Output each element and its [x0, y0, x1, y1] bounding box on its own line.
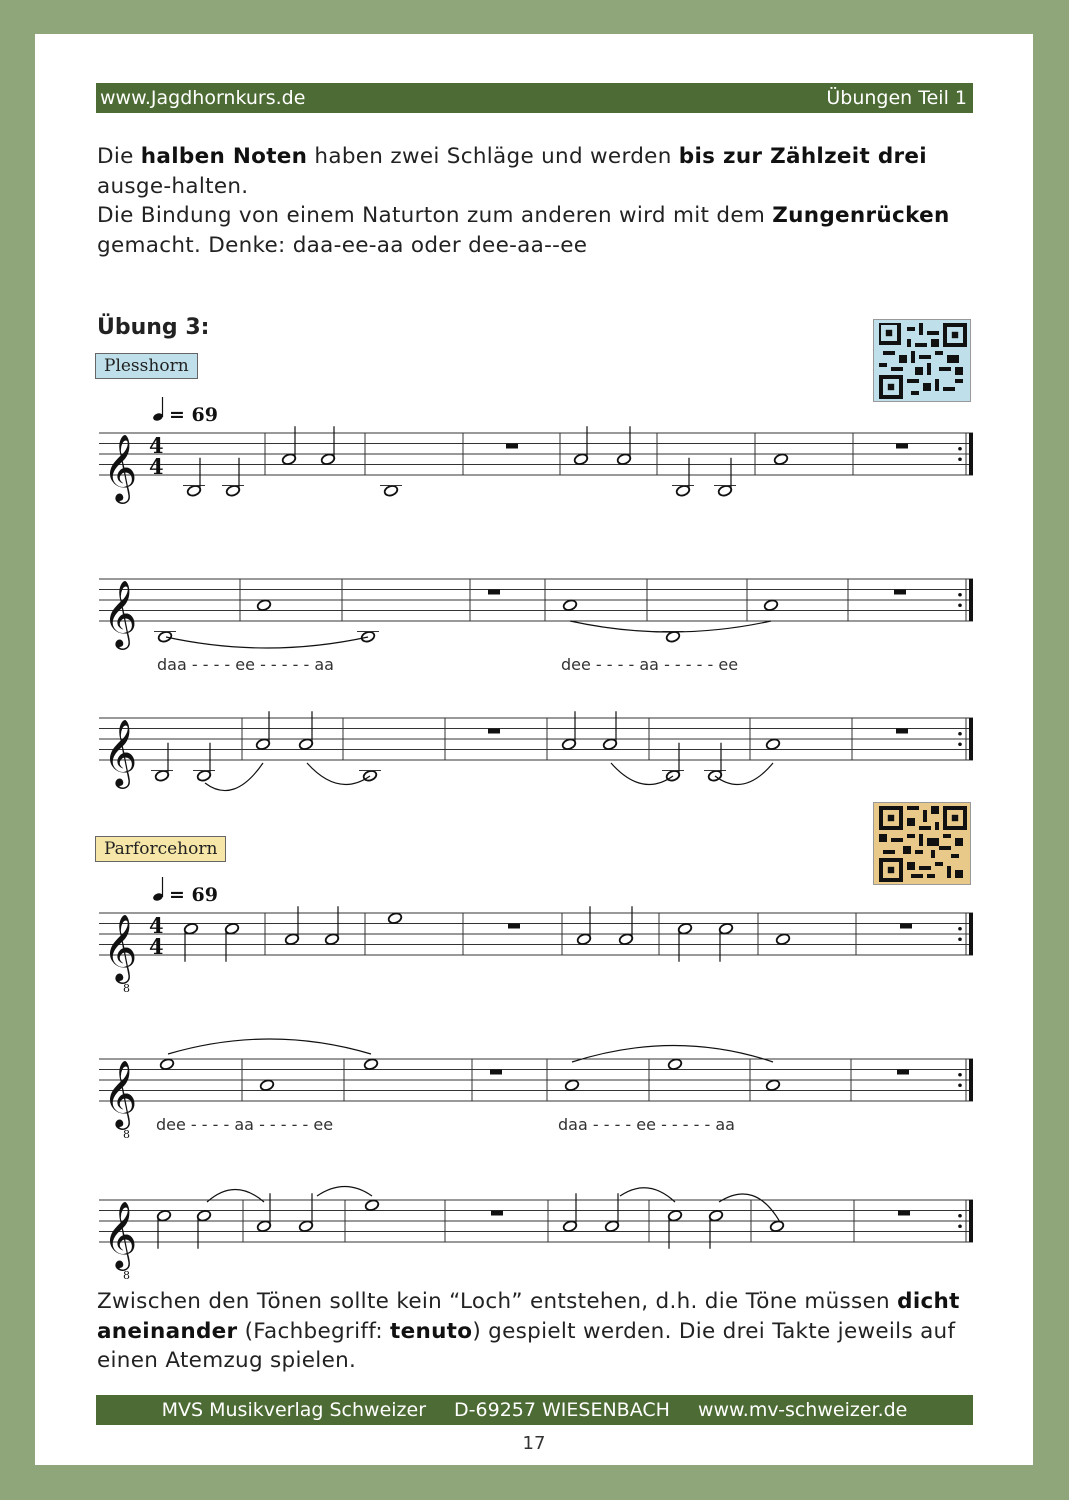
- final-barline: [969, 579, 973, 621]
- repeat-dot: [958, 593, 962, 597]
- time-signature: 4: [149, 433, 164, 458]
- whole-note: [763, 599, 778, 612]
- half-note-head: [225, 484, 240, 497]
- slur: [205, 763, 263, 791]
- treble-clef: 𝄞: [103, 1059, 138, 1127]
- repeat-dot: [958, 447, 962, 451]
- whole-note: [360, 630, 375, 643]
- intro-text: Die halben Noten haben zwei Schläge und werden bis zur Zählzeit drei ausge-halten. Die Bindung von einem Naturton zum anderen wird mit dem Zungenrücken gemacht. Denke: daa-ee-aa oder dee-aa--ee: [97, 144, 950, 258]
- page: [35, 34, 1033, 1465]
- whole-rest: [898, 1211, 910, 1216]
- half-note-head: [677, 922, 692, 935]
- half-note-head: [183, 922, 198, 935]
- half-note-head: [618, 933, 633, 946]
- whole-rest: [896, 729, 908, 734]
- treble-clef: 𝄞: [103, 913, 138, 981]
- whole-rest: [508, 924, 520, 929]
- time-signature: 4: [149, 934, 164, 959]
- time-signature: 4: [149, 454, 164, 479]
- exercise-title: Übung 3:: [97, 315, 210, 340]
- half-note-head: [196, 769, 211, 782]
- half-note-head: [665, 769, 680, 782]
- whole-note: [157, 630, 172, 643]
- whole-rest: [491, 1211, 503, 1216]
- outro-text: Zwischen den Tönen sollte kein “Loch” entstehen, d.h. die Töne müssen dicht aneinander (Fachbegriff: tenuto) gespielt werden. Die drei Takte jeweils auf einen Atemzug spielen.: [97, 1289, 960, 1373]
- whole-note: [259, 1079, 274, 1092]
- half-note-head: [718, 922, 733, 935]
- lyric-text: daa - - - - ee - - - - - aa: [558, 1115, 735, 1134]
- whole-note: [364, 1199, 379, 1212]
- whole-note: [564, 1079, 579, 1092]
- half-note-head: [156, 1209, 171, 1222]
- repeat-dot: [958, 937, 962, 941]
- footer-publisher: MVS Musikverlag Schweizer: [161, 1399, 427, 1421]
- whole-note: [667, 1058, 682, 1071]
- treble-clef: 𝄞: [103, 1200, 138, 1268]
- half-note-head: [256, 1220, 271, 1233]
- slur: [570, 621, 771, 632]
- slur: [611, 763, 673, 784]
- half-note-head: [284, 933, 299, 946]
- tempo-marking: = 69: [169, 404, 218, 426]
- page-number: 17: [522, 1433, 546, 1454]
- slur: [715, 763, 773, 784]
- octave-mark: 8: [123, 1128, 130, 1141]
- half-note-head: [604, 1220, 619, 1233]
- half-note-head: [708, 1209, 723, 1222]
- repeat-dot: [958, 457, 962, 461]
- half-note-head: [616, 453, 631, 466]
- repeat-dot: [958, 732, 962, 736]
- half-note-head: [281, 453, 296, 466]
- slur: [317, 1187, 372, 1197]
- half-note-head: [255, 738, 270, 751]
- whole-note: [769, 1220, 784, 1233]
- half-note-head: [602, 738, 617, 751]
- half-note-head: [298, 738, 313, 751]
- half-note-head: [154, 769, 169, 782]
- whole-rest: [896, 444, 908, 449]
- half-note-head: [576, 933, 591, 946]
- repeat-dot: [958, 927, 962, 931]
- half-note-head: [298, 1220, 313, 1233]
- music-notation: [35, 34, 1033, 1294]
- whole-note: [363, 1058, 378, 1071]
- half-note-head: [320, 453, 335, 466]
- whole-rest: [488, 729, 500, 734]
- repeat-dot: [958, 603, 962, 607]
- half-note-head: [562, 1220, 577, 1233]
- whole-note: [159, 1058, 174, 1071]
- whole-rest: [894, 590, 906, 595]
- lyric-text: dee - - - - aa - - - - - ee: [561, 655, 739, 674]
- octave-mark: 8: [123, 982, 130, 995]
- time-signature: 4: [149, 913, 164, 938]
- whole-rest: [506, 444, 518, 449]
- repeat-dot: [958, 742, 962, 746]
- slur: [719, 1194, 780, 1222]
- half-note-head: [186, 484, 201, 497]
- half-note-head: [717, 484, 732, 497]
- slur: [307, 763, 370, 784]
- footer-url[interactable]: www.mv-schweizer.de: [697, 1399, 908, 1421]
- parforcehorn-label: Parforcehorn: [95, 836, 226, 862]
- whole-rest: [488, 590, 500, 595]
- whole-note: [765, 1079, 780, 1092]
- half-note-head: [667, 1209, 682, 1222]
- repeat-dot: [958, 1214, 962, 1218]
- whole-rest: [490, 1070, 502, 1075]
- whole-note: [775, 933, 790, 946]
- plesshorn-label: Plesshorn: [95, 353, 198, 379]
- whole-rest: [900, 924, 912, 929]
- whole-note: [383, 484, 398, 497]
- repeat-dot: [958, 1083, 962, 1087]
- treble-clef: 𝄞: [103, 433, 138, 501]
- repeat-dot: [958, 1224, 962, 1228]
- whole-note: [765, 738, 780, 751]
- page-footer: [96, 1395, 973, 1425]
- octave-mark: 8: [123, 1269, 130, 1282]
- treble-clef: 𝄞: [103, 579, 138, 647]
- whole-note: [562, 599, 577, 612]
- half-note-head: [196, 1209, 211, 1222]
- slur: [168, 1039, 371, 1054]
- treble-clef: 𝄞: [103, 718, 138, 786]
- final-barline: [969, 718, 973, 760]
- whole-note: [387, 912, 402, 925]
- slur: [166, 637, 368, 648]
- header-section: Übungen Teil 1: [826, 87, 967, 109]
- repeat-dot: [958, 1073, 962, 1077]
- lyric-text: daa - - - - ee - - - - - aa: [157, 655, 334, 674]
- half-note-head: [675, 484, 690, 497]
- half-note-head: [573, 453, 588, 466]
- whole-note: [256, 599, 271, 612]
- final-barline: [969, 913, 973, 955]
- whole-rest: [897, 1070, 909, 1075]
- final-barline: [969, 433, 973, 475]
- whole-note: [362, 769, 377, 782]
- footer-address: D-69257 WIESENBACH: [454, 1399, 670, 1421]
- lyric-text: dee - - - - aa - - - - - ee: [156, 1115, 334, 1134]
- half-note-head: [224, 922, 239, 935]
- half-note-head: [561, 738, 576, 751]
- whole-note: [773, 453, 788, 466]
- final-barline: [969, 1059, 973, 1101]
- final-barline: [969, 1200, 973, 1242]
- header-site: www.Jagdhornkurs.de: [100, 87, 306, 109]
- half-note-head: [324, 933, 339, 946]
- tempo-marking: = 69: [169, 884, 218, 906]
